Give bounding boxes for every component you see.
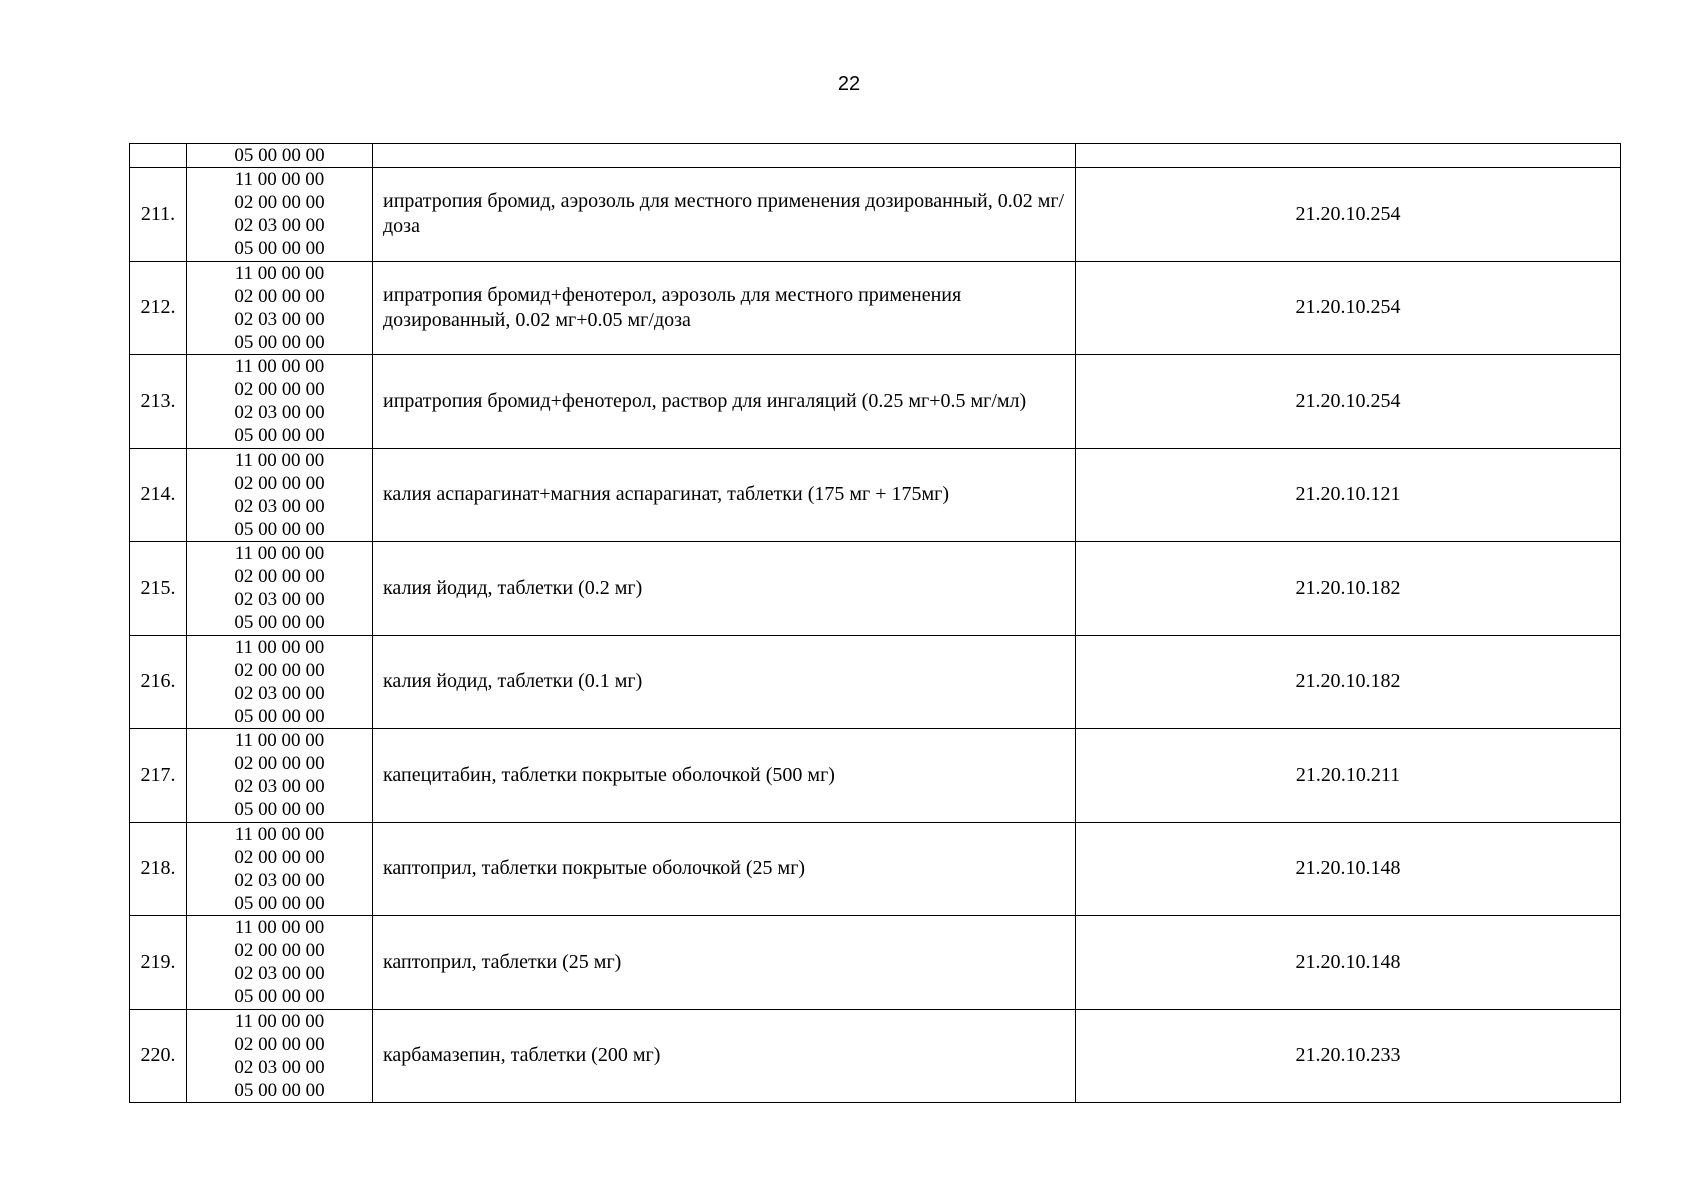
okpd-code-cell: 21.20.10.148 <box>1076 916 1621 1010</box>
code-line: 05 00 00 00 <box>234 612 325 634</box>
description-cell: каптоприл, таблетки (25 мг) <box>373 916 1076 1010</box>
table-row <box>130 1009 1621 1103</box>
code-line: 02 00 00 00 <box>234 472 325 494</box>
okpd-code-cell: 21.20.10.121 <box>1076 448 1621 542</box>
description-cell: каптоприл, таблетки покрытые оболочкой (25 мг) <box>373 822 1076 916</box>
code-line: 02 03 00 00 <box>234 589 325 611</box>
row-number-cell: 217. <box>130 729 187 823</box>
row-number-cell: 211. <box>130 168 187 262</box>
code-line: 11 00 00 00 <box>234 356 325 378</box>
table-row <box>130 635 1621 729</box>
code-line: 02 00 00 00 <box>234 753 325 775</box>
okpd-code-cell: 21.20.10.182 <box>1076 542 1621 636</box>
okpd-code-cell: 21.20.10.254 <box>1076 355 1621 449</box>
page-number: 22 <box>837 73 861 95</box>
row-number-cell: 216. <box>130 635 187 729</box>
code-line: 02 03 00 00 <box>234 869 325 891</box>
code-line: 05 00 00 00 <box>234 425 325 447</box>
description-cell: ипратропия бромид+фенотерол, аэрозоль для местного применения дозированный, 0.02 мг+0.05 мг/доза <box>373 261 1076 355</box>
table-row <box>130 916 1621 1010</box>
table-row <box>130 261 1621 355</box>
row-number-cell: 212. <box>130 261 187 355</box>
description-cell: калия йодид, таблетки (0.1 мг) <box>373 635 1076 729</box>
okpd-code-cell: 21.20.10.233 <box>1076 1009 1621 1103</box>
codes-cell <box>187 635 373 729</box>
description-cell: ипратропия бромид, аэрозоль для местного применения дозированный, 0.02 мг/доза <box>373 168 1076 262</box>
codes-cell <box>187 261 373 355</box>
okpd-code-cell: 21.20.10.148 <box>1076 822 1621 916</box>
okpd-code-cell <box>1076 144 1621 168</box>
description-cell: капецитабин, таблетки покрытые оболочкой (500 мг) <box>373 729 1076 823</box>
okpd-code-cell: 21.20.10.182 <box>1076 635 1621 729</box>
code-line: 02 00 00 00 <box>234 379 325 401</box>
code-line: 02 03 00 00 <box>234 215 325 237</box>
code-line: 05 00 00 00 <box>234 518 325 540</box>
codes-cell <box>187 916 373 1010</box>
codes-cell <box>187 1009 373 1103</box>
code-line: 11 00 00 00 <box>234 449 325 471</box>
row-number-cell: 218. <box>130 822 187 916</box>
okpd-code-cell: 21.20.10.254 <box>1076 168 1621 262</box>
continuation-row <box>130 144 1621 168</box>
code-line: 11 00 00 00 <box>234 543 325 565</box>
code-line: 11 00 00 00 <box>234 823 325 845</box>
description-cell: калия аспарагинат+магния аспарагинат, таблетки (175 мг + 175мг) <box>373 448 1076 542</box>
code-line: 11 00 00 00 <box>234 730 325 752</box>
code-line: 02 00 00 00 <box>234 940 325 962</box>
drug-list-table <box>129 143 1621 1103</box>
table-body <box>130 144 1621 1103</box>
codes-cell <box>187 822 373 916</box>
row-number-cell <box>130 144 187 168</box>
code-line: 02 03 00 00 <box>234 308 325 330</box>
code-line: 02 00 00 00 <box>234 192 325 214</box>
code-line: 05 00 00 00 <box>234 986 325 1008</box>
code-line: 05 00 00 00 <box>234 331 325 353</box>
okpd-code-cell: 21.20.10.211 <box>1076 729 1621 823</box>
code-line: 02 03 00 00 <box>234 682 325 704</box>
codes-cell <box>187 144 373 168</box>
row-number-cell: 213. <box>130 355 187 449</box>
codes-cell <box>187 729 373 823</box>
code-line: 02 03 00 00 <box>234 963 325 985</box>
table-row <box>130 542 1621 636</box>
code-line: 02 03 00 00 <box>234 495 325 517</box>
codes-cell <box>187 448 373 542</box>
code-line: 11 00 00 00 <box>234 1010 325 1032</box>
codes-cell <box>187 355 373 449</box>
code-line: 02 00 00 00 <box>234 659 325 681</box>
code-line: 05 00 00 00 <box>234 892 325 914</box>
code-line: 11 00 00 00 <box>234 636 325 658</box>
table-row <box>130 168 1621 262</box>
code-line: 05 00 00 00 <box>234 799 325 821</box>
table-row <box>130 448 1621 542</box>
table-row <box>130 355 1621 449</box>
code-line: 05 00 00 00 <box>234 705 325 727</box>
table-row <box>130 729 1621 823</box>
row-number-cell: 215. <box>130 542 187 636</box>
code-line: 02 00 00 00 <box>234 846 325 868</box>
okpd-code-cell: 21.20.10.254 <box>1076 261 1621 355</box>
description-cell <box>373 144 1076 168</box>
table-row <box>130 822 1621 916</box>
code-line: 05 00 00 00 <box>234 1079 325 1101</box>
description-cell: ипратропия бромид+фенотерол, раствор для ингаляций (0.25 мг+0.5 мг/мл) <box>373 355 1076 449</box>
row-number-cell: 214. <box>130 448 187 542</box>
code-line: 11 00 00 00 <box>234 917 325 939</box>
code-line: 02 00 00 00 <box>234 285 325 307</box>
codes-cell <box>187 168 373 262</box>
row-number-cell: 220. <box>130 1009 187 1103</box>
code-line: 05 00 00 00 <box>234 145 325 166</box>
code-line: 02 03 00 00 <box>234 776 325 798</box>
code-line: 02 03 00 00 <box>234 1056 325 1078</box>
code-line: 02 00 00 00 <box>234 1033 325 1055</box>
code-line: 02 00 00 00 <box>234 566 325 588</box>
code-line: 11 00 00 00 <box>234 262 325 284</box>
code-line: 02 03 00 00 <box>234 402 325 424</box>
codes-cell <box>187 542 373 636</box>
code-line: 11 00 00 00 <box>234 169 325 191</box>
description-cell: карбамазепин, таблетки (200 мг) <box>373 1009 1076 1103</box>
description-cell: калия йодид, таблетки (0.2 мг) <box>373 542 1076 636</box>
row-number-cell: 219. <box>130 916 187 1010</box>
code-line: 05 00 00 00 <box>234 238 325 260</box>
